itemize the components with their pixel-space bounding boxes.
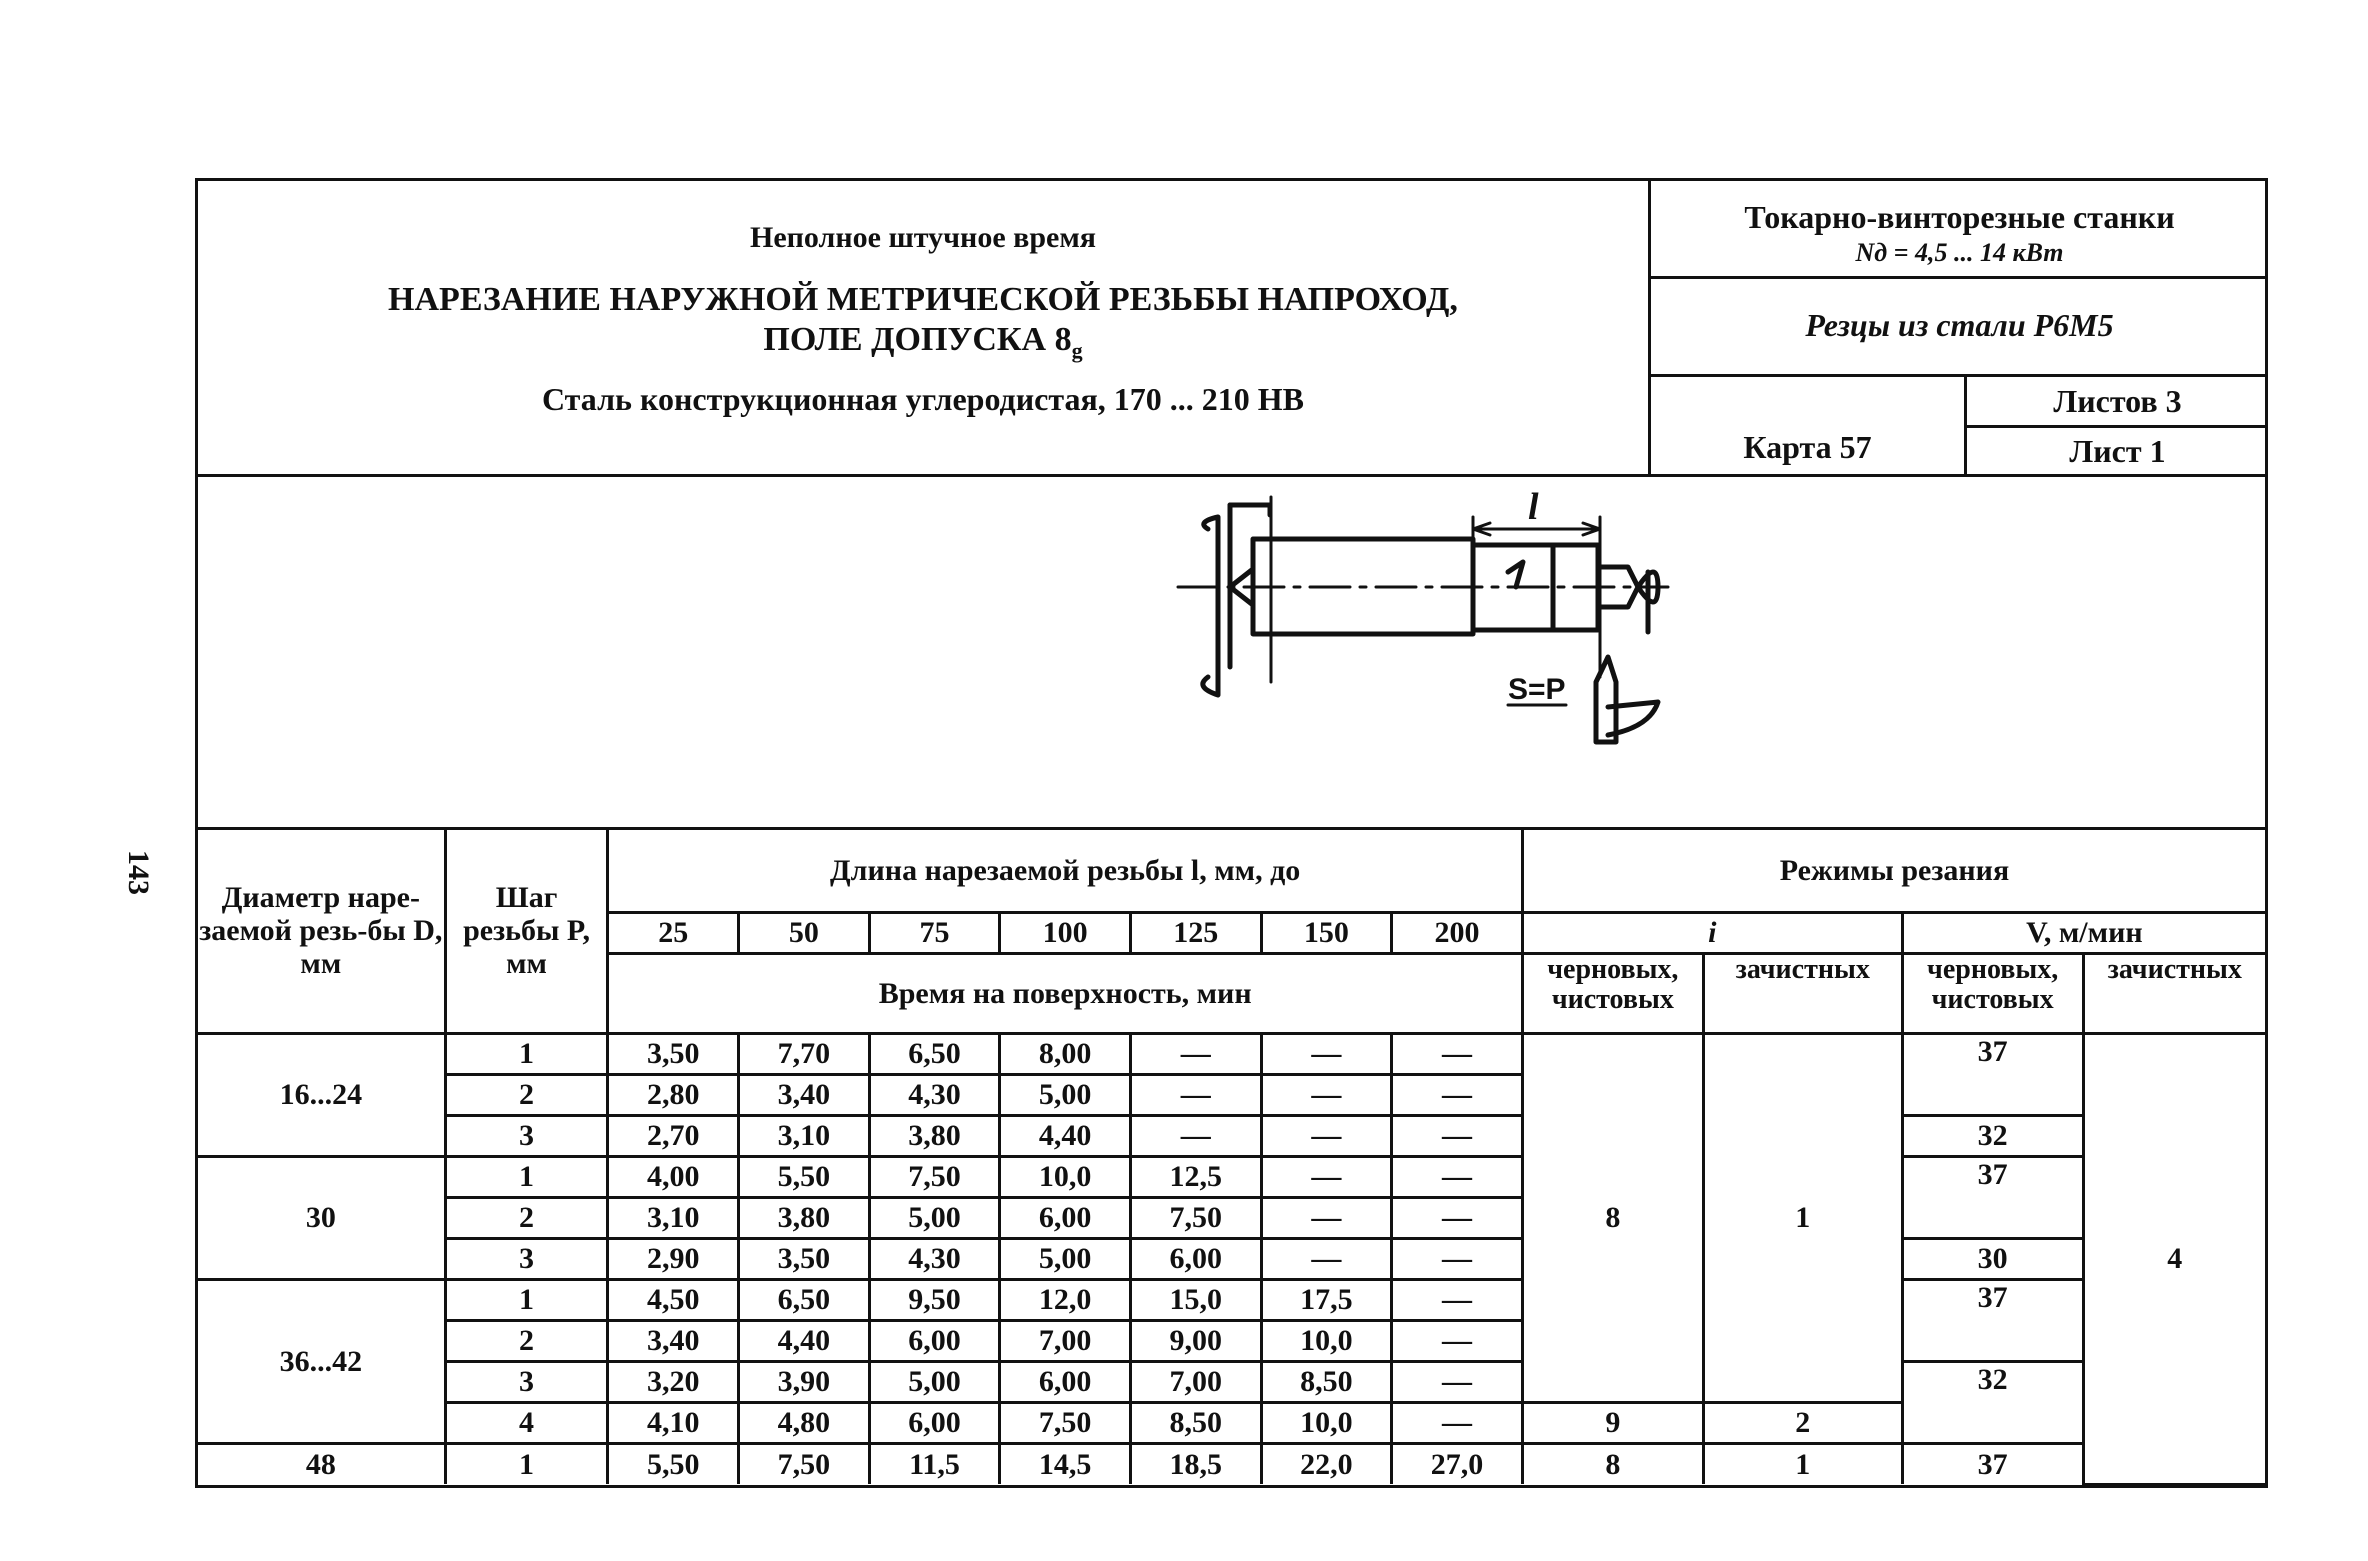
time-cell: 4,30 xyxy=(869,1238,1000,1279)
i-finish-header: зачистных xyxy=(1703,953,1902,1033)
sketch-area xyxy=(198,477,2265,830)
i-finish-main: 1 xyxy=(1703,1033,1902,1402)
time-cell: 4,00 xyxy=(608,1156,739,1197)
v-rough-header: черновых, чистовых xyxy=(1902,953,2083,1033)
time-cell: 12,5 xyxy=(1130,1156,1261,1197)
time-cell: 6,00 xyxy=(1000,1197,1131,1238)
pitch-cell: 2 xyxy=(445,1197,608,1238)
length-75: 75 xyxy=(869,912,1000,953)
diameter-cell: 48 xyxy=(198,1443,445,1484)
time-cell: 4,30 xyxy=(869,1074,1000,1115)
time-cell: 2,80 xyxy=(608,1074,739,1115)
time-cell: 6,00 xyxy=(869,1402,1000,1443)
time-cell: 3,90 xyxy=(739,1361,870,1402)
time-cell: 7,50 xyxy=(1000,1402,1131,1443)
time-cell: 4,40 xyxy=(1000,1115,1131,1156)
v-finish-header: зачистных xyxy=(2083,953,2265,1033)
time-cell: 3,80 xyxy=(869,1115,1000,1156)
turning-sketch xyxy=(968,477,1718,827)
v-rough-cell: 37 xyxy=(1902,1279,2083,1361)
i-finish-cell: 1 xyxy=(1703,1443,1902,1484)
right-block xyxy=(1648,181,2268,474)
v-rough-cell: 37 xyxy=(1902,1443,2083,1484)
time-cell: — xyxy=(1130,1074,1261,1115)
time-cell: 7,70 xyxy=(739,1033,870,1074)
pitch-cell: 3 xyxy=(445,1115,608,1156)
time-cell: 4,10 xyxy=(608,1402,739,1443)
time-cell: 4,80 xyxy=(739,1402,870,1443)
time-cell: — xyxy=(1261,1074,1392,1115)
time-cell: 3,40 xyxy=(608,1320,739,1361)
time-cell: 4,40 xyxy=(739,1320,870,1361)
time-cell: — xyxy=(1261,1197,1392,1238)
table-row xyxy=(198,1033,2265,1074)
time-cell: 9,50 xyxy=(869,1279,1000,1320)
time-cell: 3,80 xyxy=(739,1197,870,1238)
time-cell: — xyxy=(1261,1156,1392,1197)
time-cell: — xyxy=(1261,1115,1392,1156)
time-cell: 10,0 xyxy=(1261,1402,1392,1443)
time-cell: 3,10 xyxy=(608,1197,739,1238)
chuck-outline xyxy=(1203,505,1230,695)
table-row xyxy=(198,1279,2265,1320)
v-rough-cell: 32 xyxy=(1902,1361,2083,1443)
i-rough-header: черновых, чистовых xyxy=(1522,953,1703,1033)
time-cell: 18,5 xyxy=(1130,1443,1261,1484)
card-number-cell xyxy=(1651,377,1967,474)
card-info xyxy=(1651,377,2268,474)
time-cell: — xyxy=(1130,1115,1261,1156)
time-header: Время на поверхность, мин xyxy=(608,953,1522,1033)
time-cell: 5,00 xyxy=(869,1361,1000,1402)
time-cell: — xyxy=(1392,1238,1523,1279)
time-cell: 5,50 xyxy=(608,1443,739,1484)
process-card xyxy=(195,178,2268,1488)
time-cell: 7,50 xyxy=(1130,1197,1261,1238)
time-cell: 4,50 xyxy=(608,1279,739,1320)
time-cell: 3,10 xyxy=(739,1115,870,1156)
time-cell: 6,50 xyxy=(739,1279,870,1320)
title-line-2 xyxy=(198,321,1648,364)
diameter-cell: 36...42 xyxy=(198,1279,445,1443)
time-cell: 6,50 xyxy=(869,1033,1000,1074)
time-cell: — xyxy=(1392,1279,1523,1320)
table-row xyxy=(198,1115,2265,1156)
length-150: 150 xyxy=(1261,912,1392,953)
pitch-cell: 3 xyxy=(445,1238,608,1279)
sheet-number: Лист 1 xyxy=(2069,433,2166,469)
i-rough-main: 8 xyxy=(1522,1033,1703,1402)
time-cell: 7,50 xyxy=(739,1443,870,1484)
length-50: 50 xyxy=(739,912,870,953)
time-cell: 8,00 xyxy=(1000,1033,1131,1074)
length-label: l xyxy=(1528,486,1539,528)
length-125: 125 xyxy=(1130,912,1261,953)
cutters-cell xyxy=(1651,279,2268,377)
table-row xyxy=(198,1238,2265,1279)
pitch-cell: 1 xyxy=(445,1443,608,1484)
time-cell: — xyxy=(1392,1361,1523,1402)
time-cell: — xyxy=(1261,1238,1392,1279)
time-cell: 5,00 xyxy=(1000,1238,1131,1279)
feed-label: S=P xyxy=(1508,673,1566,706)
time-cell: 10,0 xyxy=(1000,1156,1131,1197)
card-header xyxy=(198,181,2265,477)
time-cell: 6,00 xyxy=(1000,1361,1131,1402)
i-rough-cell: 8 xyxy=(1522,1443,1703,1484)
machine-cell xyxy=(1651,181,2268,279)
v-rough-cell: 30 xyxy=(1902,1238,2083,1279)
length-header: Длина нарезаемой резьбы l, мм, до xyxy=(608,830,1522,912)
table-row xyxy=(198,1156,2265,1197)
pitch-cell: 4 xyxy=(445,1402,608,1443)
time-cell: — xyxy=(1392,1197,1523,1238)
v-rough-cell: 37 xyxy=(1902,1033,2083,1115)
time-cell: 6,00 xyxy=(1130,1238,1261,1279)
subtitle: Неполное штучное время xyxy=(749,221,1097,254)
speed-header: V, м/мин xyxy=(1902,912,2265,953)
time-cell: — xyxy=(1392,1402,1523,1443)
time-cell: 5,50 xyxy=(739,1156,870,1197)
page-number: 143 xyxy=(122,850,155,895)
machine-type: Токарно-винторезные станки xyxy=(1744,199,2175,235)
time-cell: 6,00 xyxy=(869,1320,1000,1361)
pitch-header: Шаг резьбы P, мм xyxy=(445,830,608,1033)
time-cell: 8,50 xyxy=(1130,1402,1261,1443)
material: Сталь конструкционная углеродистая, 170 ... 210 НВ xyxy=(541,381,1304,417)
time-cell: 7,00 xyxy=(1000,1320,1131,1361)
time-cell: 11,5 xyxy=(869,1443,1000,1484)
time-cell: 5,00 xyxy=(1000,1074,1131,1115)
time-cell: 3,50 xyxy=(608,1033,739,1074)
time-cell: — xyxy=(1392,1320,1523,1361)
length-25: 25 xyxy=(608,912,739,953)
pitch-cell: 1 xyxy=(445,1156,608,1197)
time-cell: 3,40 xyxy=(739,1074,870,1115)
length-200: 200 xyxy=(1392,912,1523,953)
table-row xyxy=(198,1443,2265,1484)
time-cell: — xyxy=(1130,1033,1261,1074)
table-row xyxy=(198,1361,2265,1402)
header-row-1 xyxy=(198,830,2265,912)
time-cell: — xyxy=(1392,1156,1523,1197)
i-rough-cell: 9 xyxy=(1522,1402,1703,1443)
modes-header: Режимы резания xyxy=(1522,830,2265,912)
length-100: 100 xyxy=(1000,912,1131,953)
card-number: Карта 57 xyxy=(1743,429,1872,465)
time-cell: — xyxy=(1392,1074,1523,1115)
thread-symbol xyxy=(1508,562,1523,587)
i-finish-cell: 2 xyxy=(1703,1402,1902,1443)
time-cell: 2,90 xyxy=(608,1238,739,1279)
title-block xyxy=(198,181,1648,474)
pitch-cell: 1 xyxy=(445,1279,608,1320)
time-cell: 7,50 xyxy=(869,1156,1000,1197)
v-rough-cell: 32 xyxy=(1902,1115,2083,1156)
time-cell: 22,0 xyxy=(1261,1443,1392,1484)
time-cell: 27,0 xyxy=(1392,1443,1523,1484)
time-cell: — xyxy=(1261,1033,1392,1074)
time-cell: 14,5 xyxy=(1000,1443,1131,1484)
time-cell: 9,00 xyxy=(1130,1320,1261,1361)
time-cell: — xyxy=(1392,1033,1523,1074)
time-cell: 5,00 xyxy=(869,1197,1000,1238)
time-cell: 7,00 xyxy=(1130,1361,1261,1402)
time-cell: 2,70 xyxy=(608,1115,739,1156)
machine-power: Nд = 4,5 ... 14 кВт xyxy=(1855,238,2064,267)
v-rough-cell: 37 xyxy=(1902,1156,2083,1238)
pitch-cell: 2 xyxy=(445,1074,608,1115)
time-cell: 10,0 xyxy=(1261,1320,1392,1361)
v-finish-cell: 4 xyxy=(2083,1033,2265,1484)
chuck-jaw xyxy=(1230,505,1270,515)
tolerance-subscript: g xyxy=(1071,337,1083,363)
diameter-cell: 16...24 xyxy=(198,1033,445,1156)
time-cell: 8,50 xyxy=(1261,1361,1392,1402)
diameter-cell: 30 xyxy=(198,1156,445,1279)
time-cell: 3,50 xyxy=(739,1238,870,1279)
time-cell: 3,20 xyxy=(608,1361,739,1402)
cutting-time-table xyxy=(198,830,2265,1486)
time-cell: — xyxy=(1392,1115,1523,1156)
pitch-cell: 1 xyxy=(445,1033,608,1074)
time-cell: 15,0 xyxy=(1130,1279,1261,1320)
time-cell: 12,0 xyxy=(1000,1279,1131,1320)
pitch-cell: 2 xyxy=(445,1320,608,1361)
title-line-1: НАРЕЗАНИЕ НАРУЖНОЙ МЕТРИЧЕСКОЙ РЕЗЬБЫ НАПРОХОД, xyxy=(388,281,1458,318)
passes-header: i xyxy=(1522,912,1902,953)
diameter-header: Диаметр наре-заемой резь-бы D, мм xyxy=(198,830,445,1033)
cutters: Резцы из стали Р6М5 xyxy=(1805,307,2114,343)
title-line-2-text: ПОЛЕ ДОПУСКА 8 xyxy=(763,321,1072,358)
sheets-total: Листов 3 xyxy=(1967,377,2268,428)
time-cell: 17,5 xyxy=(1261,1279,1392,1320)
pitch-cell: 3 xyxy=(445,1361,608,1402)
